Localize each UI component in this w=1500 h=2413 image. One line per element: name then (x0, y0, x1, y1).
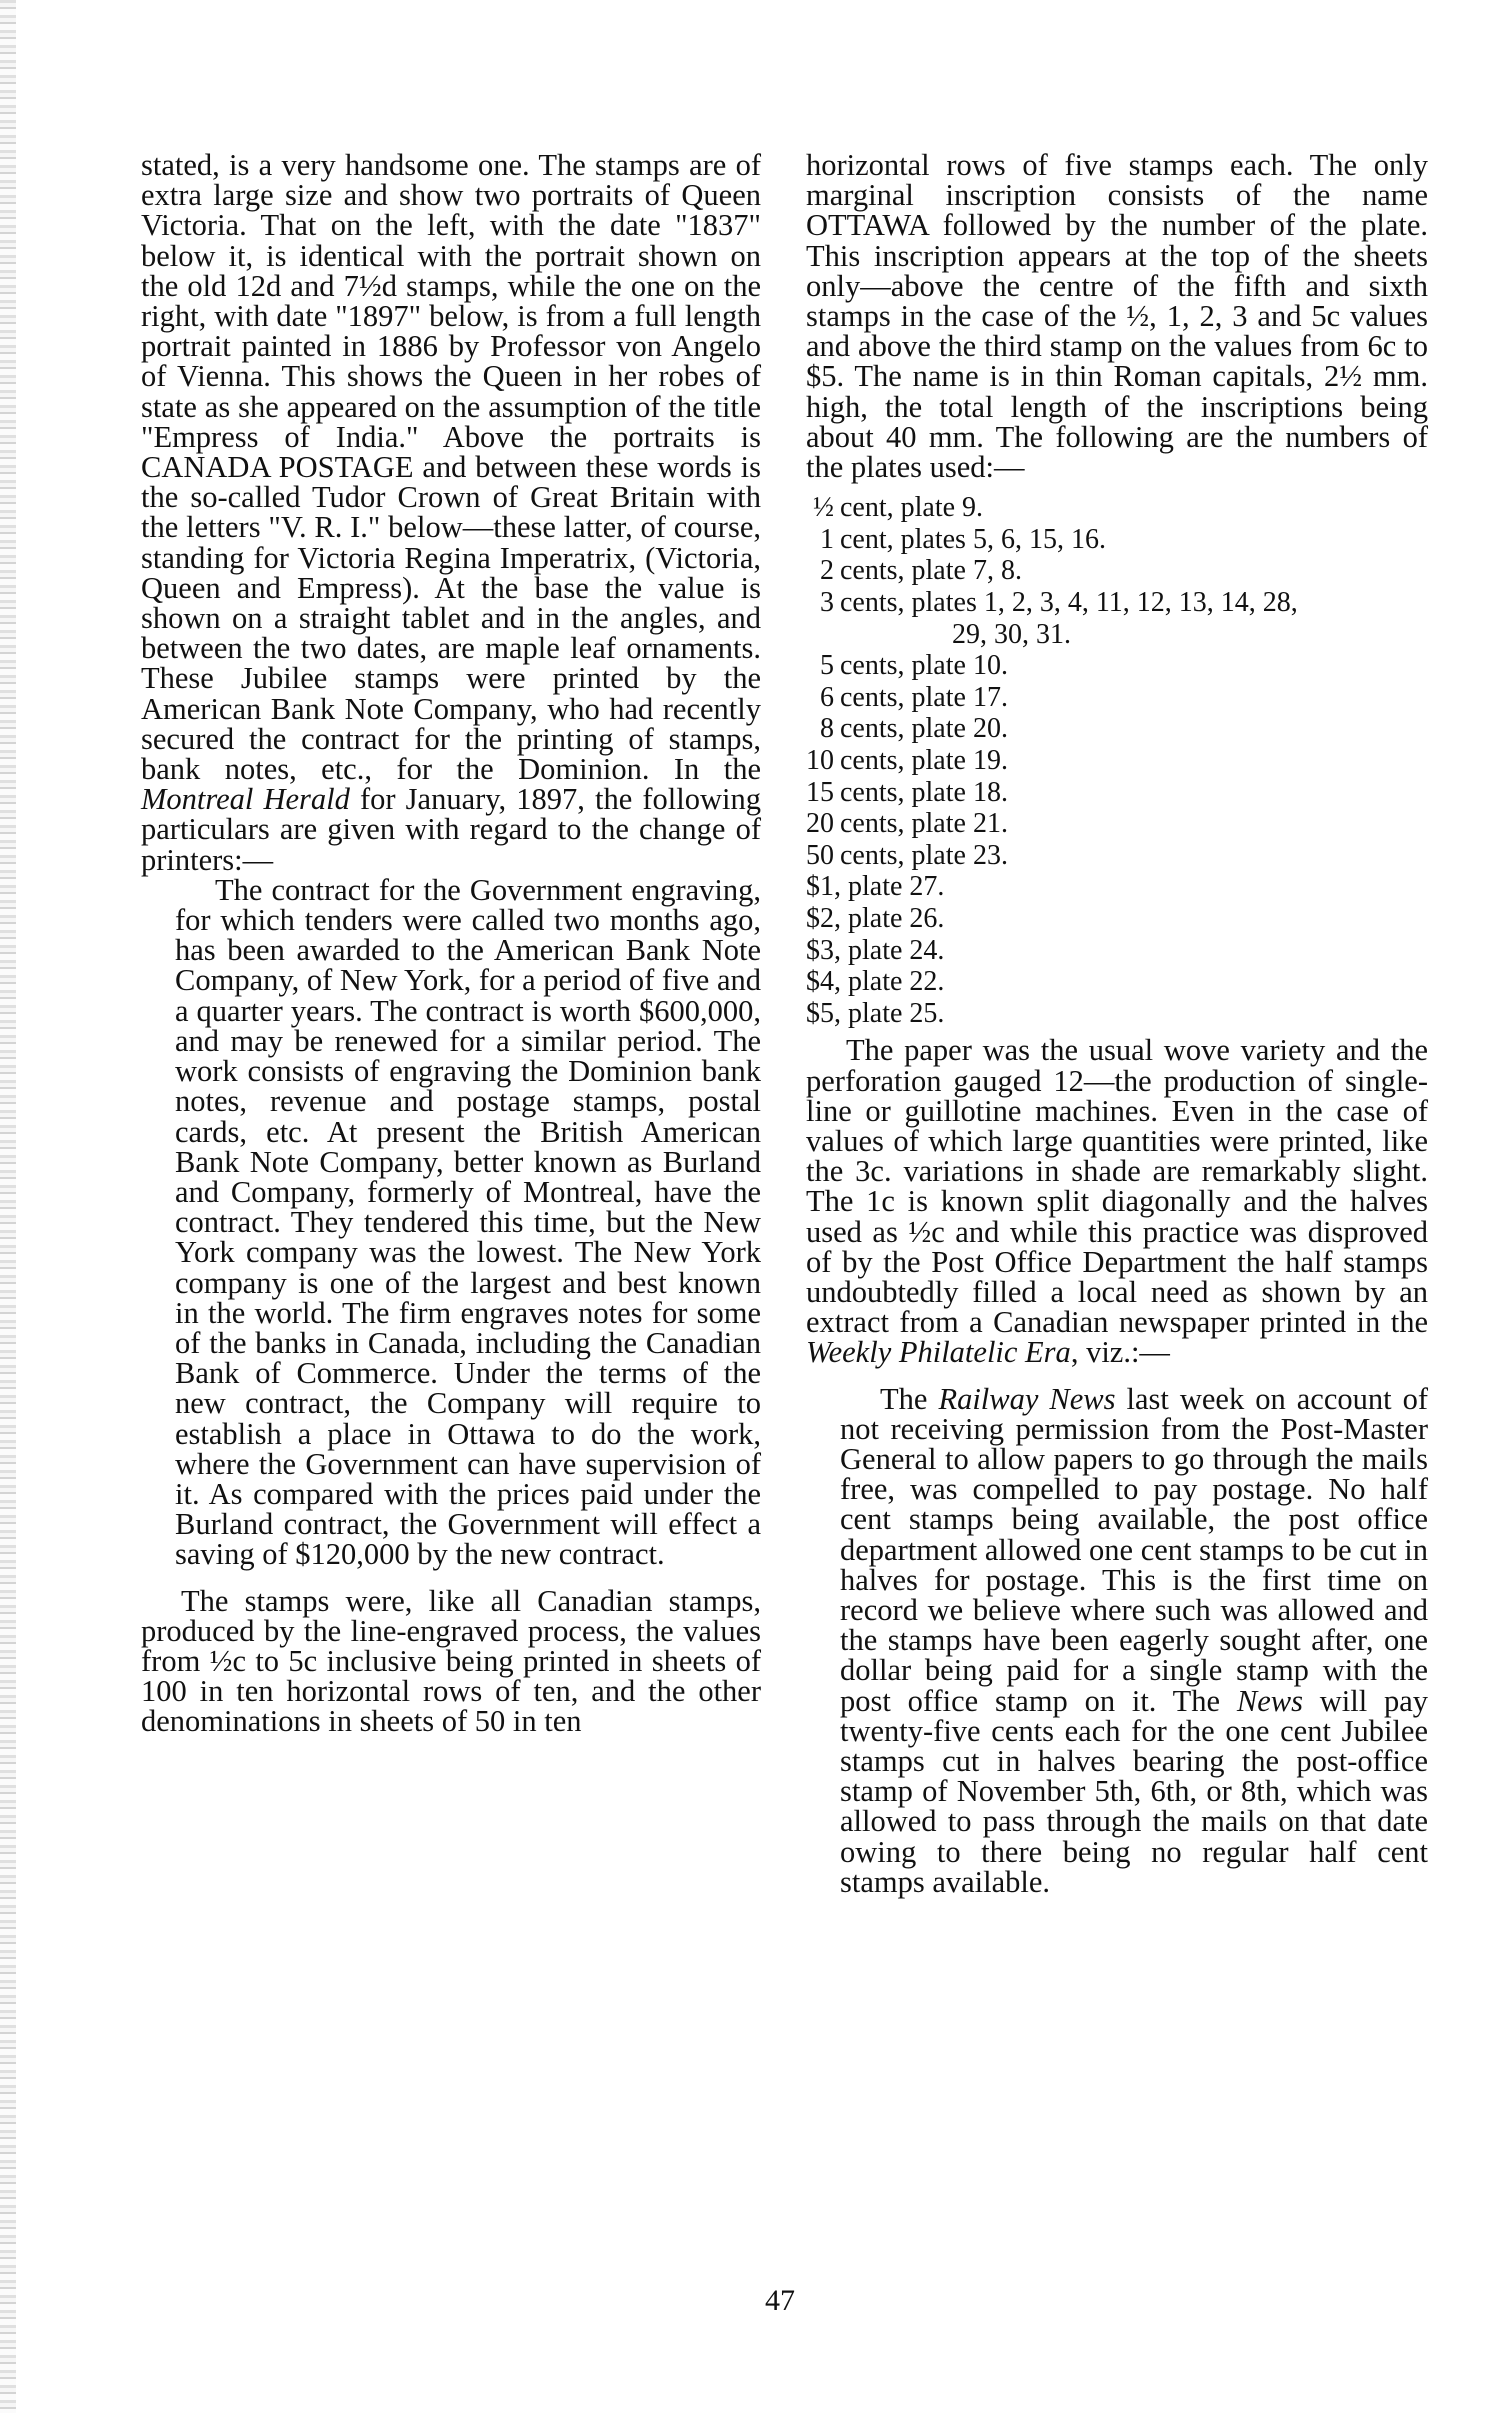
plate-list-item: 2 cents, plate 7, 8. (820, 555, 1022, 587)
plate-list-item: $4, plate 22. (806, 966, 945, 998)
plate-list-item: 1 cent, plates 5, 6, 15, 16. (820, 523, 1106, 555)
plate-list-item: 5 cents, plate 10. (820, 650, 1008, 682)
intro-paragraph: stated, is a very handsome one. The stamps are of extra large size and show two portraits of Queen Victoria. That on the left, with the date "1837" below it, is identical with the portrait shown on the old 12d and 7½d stamps, while the one on the right, with date "1897" below, is from a full length portrait painted in 1886 by Professor von Angelo of Vienna. This shows the Queen in her robes of state as she appeared on the assumption of the title "Empress of India." Above the portraits is CANADA POSTAGE and between these words is the so-called Tudor Crown of Great Britain with the letters "V. R. I." below—these latter, of course, standing for Victoria Regina Imperatrix, (Victoria, Queen and Empress). At the base the value is shown on a straight tablet and in the angles, and between the two dates, are maple leaf ornaments. These Jubilee stamps were printed by the American Bank Note Company, who had recently secured the contract for the printing of stamps, bank notes, etc., for the Dominion. In the Montreal Herald for January, 1897, the following particulars are given with regard to the change of printers:— (141, 148, 761, 877)
plate-list-item: ½ cent, plate 9. (813, 492, 984, 524)
newspaper-title: Weekly Philatelic Era (806, 1335, 1071, 1370)
newspaper-title: Montreal Herald (141, 782, 350, 817)
plate-list-item: 10 cents, plate 19. (806, 744, 1008, 776)
plate-list-item: 3 cents, plates 1, 2, 3, 4, 11, 12, 13, 14, 28, (820, 587, 1298, 619)
plate-list-item: 15 cents, plate 18. (806, 776, 1008, 808)
plate-list-item: $1, plate 27. (806, 871, 945, 903)
right-column (806, 150, 1428, 1897)
plate-list-item: 8 cents, plate 20. (820, 713, 1008, 745)
plate-list-item: $2, plate 26. (806, 902, 945, 934)
paper-perforation-paragraph: The paper was the usual wove variety and the perforation gauged 12—the production of single-line or guillotine machines. Even in the case of values of which large quantities were printed, like the 3c. variations in shade are remarkably slight. The 1c is known split diagonally and the halves used as ½c and while this practice was disproved of by the Post Office Department the half stamps undoubtedly filled a local need as shown by an extract from a Canadian newspaper printed in the Weekly Philatelic Era, viz.:— (806, 1033, 1428, 1370)
page-number: 47 (765, 2284, 795, 2317)
newspaper-title: News (1236, 1683, 1303, 1718)
scanned-page-edge (0, 0, 16, 2413)
plate-list-item: 29, 30, 31. (952, 618, 1071, 650)
printing-paragraph: The stamps were, like all Canadian stamps, produced by the line-engraved process, the values from ½c to 5c inclusive being printed in sheets of 100 in ten horizontal rows of ten, and the other denominations in sheets of 50 in ten (141, 1583, 761, 1739)
plate-list-item: $3, plate 24. (806, 934, 945, 966)
plate-list-item: $5, plate 25. (806, 997, 945, 1029)
plate-list-item: 50 cents, plate 23. (806, 839, 1008, 871)
plate-list-item: 20 cents, plate 21. (806, 808, 1008, 840)
left-column (141, 150, 761, 1737)
inscription-paragraph: horizontal rows of five stamps each. The only marginal inscription consists of the name OTTAWA followed by the number of the plate. This inscription appears at the top of the sheets only—above the centre of the fifth and sixth stamps in the case of the ½, 1, 2, 3 and 5c values and above the third stamp on the values from 6c to $5. The name is in thin Roman capitals, 2½ mm. high, the total length of the inscriptions being about 40 mm. The following are the numbers of the plates used:— (806, 148, 1428, 485)
plate-list (806, 492, 1428, 1029)
plate-list-item: 6 cents, plate 17. (820, 681, 1008, 713)
newspaper-title: Railway News (938, 1381, 1116, 1416)
contract-quotation: The contract for the Government engraving, for which tenders were called two months ago, has been awarded to the American Bank Note Company, of New York, for a period of five and a quarter years. The contract is worth $600,000, and may be renewed for a similar period. The work consists of engraving the Dominion bank notes, revenue and postage stamps, postal cards, etc. At present the British American Bank Note Company, better known as Burland and Company, formerly of Montreal, have the contract. They tendered this time, but the New York company was the lowest. The New York company is one of the largest and best known in the world. The firm engraves notes for some of the banks in Canada, including the Canadian Bank of Commerce. Under the terms of the new contract, the Company will require to establish a place in Ottawa to do the work, where the Government can have supervision of it. As compared with the prices paid under the Burland contract, the Government will effect a saving of $120,000 by the new contract. (175, 872, 761, 1572)
railway-news-quotation: The Railway News last week on account of not receiving permission from the Post-Master General to allow papers to go through the mails free, was compelled to pay postage. No half cent stamps being available, the post office department allowed one cent stamps to be cut in halves for postage. This is the first time on record we believe where such was allowed and the stamps have been eagerly sought after, one dollar being paid for a single stamp with the post office stamp on it. The News will pay twenty-five cents each for the one cent Jubilee stamps cut in halves bearing the post-office stamp of November 5th, 6th, or 8th, which was allowed to pass through the mails on that date owing to there being no regular half cent stamps available. (840, 1381, 1428, 1899)
